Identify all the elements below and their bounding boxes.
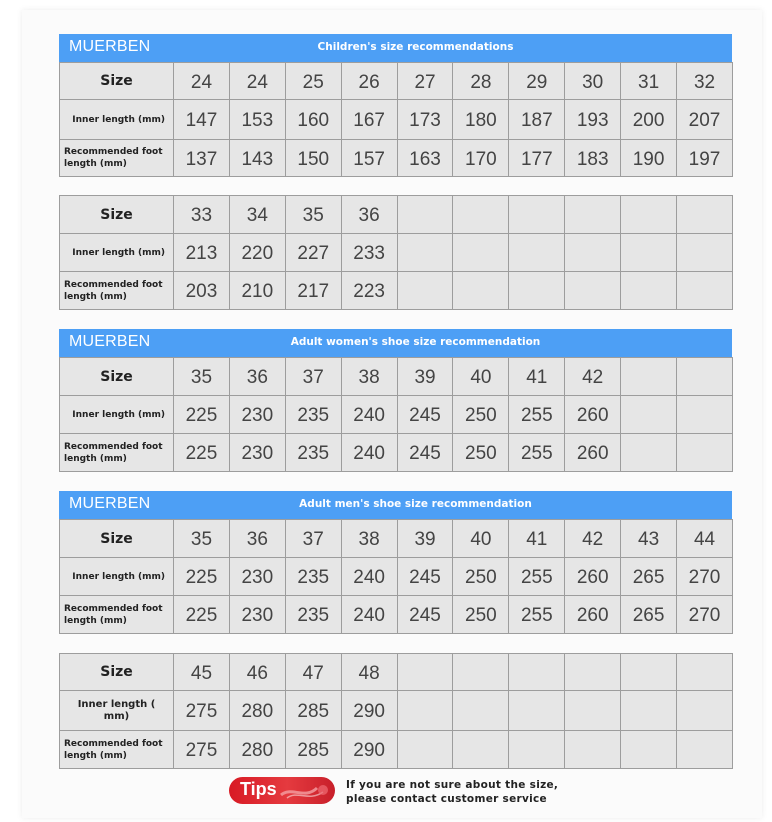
foot-length-label: Recommended foot length (mm) bbox=[60, 731, 174, 769]
size-value: 43 bbox=[621, 520, 677, 558]
foot-length-value: 250 bbox=[453, 434, 509, 472]
inner-length-value: 265 bbox=[621, 558, 677, 596]
foot-length-value: 235 bbox=[285, 596, 341, 634]
empty-cell bbox=[453, 654, 509, 691]
inner-length-value: 290 bbox=[341, 691, 397, 731]
foot-length-label: Recommended foot length (mm) bbox=[60, 434, 174, 472]
size-value: 36 bbox=[341, 196, 397, 234]
inner-length-value: 213 bbox=[174, 234, 230, 272]
size-row bbox=[60, 63, 733, 100]
size-value: 39 bbox=[397, 520, 453, 558]
empty-cell bbox=[565, 731, 621, 769]
foot-length-value: 217 bbox=[285, 272, 341, 310]
foot-length-value: 210 bbox=[229, 272, 285, 310]
empty-cell bbox=[677, 358, 733, 396]
size-value: 36 bbox=[229, 358, 285, 396]
foot-length-value: 203 bbox=[174, 272, 230, 310]
empty-cell bbox=[565, 272, 621, 310]
size-label: Size bbox=[60, 358, 174, 396]
empty-cell bbox=[397, 196, 453, 234]
foot-length-row bbox=[60, 272, 733, 310]
empty-cell bbox=[621, 731, 677, 769]
size-value: 35 bbox=[285, 196, 341, 234]
size-value: 45 bbox=[174, 654, 230, 691]
empty-cell bbox=[677, 731, 733, 769]
size-value: 34 bbox=[229, 196, 285, 234]
empty-cell bbox=[453, 691, 509, 731]
empty-cell bbox=[677, 691, 733, 731]
inner-length-value: 245 bbox=[397, 558, 453, 596]
size-label: Size bbox=[60, 196, 174, 234]
inner-length-value: 250 bbox=[453, 558, 509, 596]
foot-length-value: 290 bbox=[341, 731, 397, 769]
tips-message bbox=[346, 778, 558, 806]
empty-cell bbox=[397, 691, 453, 731]
empty-cell bbox=[621, 396, 677, 434]
empty-cell bbox=[677, 272, 733, 310]
inner-length-value: 285 bbox=[285, 691, 341, 731]
inner-length-value: 153 bbox=[229, 100, 285, 140]
empty-cell bbox=[621, 434, 677, 472]
foot-length-value: 245 bbox=[397, 596, 453, 634]
inner-length-value: 255 bbox=[509, 558, 565, 596]
inner-length-row bbox=[60, 691, 733, 731]
size-row bbox=[60, 358, 733, 396]
empty-cell bbox=[621, 691, 677, 731]
size-value: 40 bbox=[453, 358, 509, 396]
foot-length-value: 245 bbox=[397, 434, 453, 472]
inner-length-value: 167 bbox=[341, 100, 397, 140]
brand-logo: MUERBEN bbox=[69, 38, 151, 55]
size-value: 27 bbox=[397, 63, 453, 100]
size-value: 44 bbox=[677, 520, 733, 558]
foot-length-value: 190 bbox=[621, 140, 677, 177]
foot-length-value: 163 bbox=[397, 140, 453, 177]
inner-length-label: Inner length (mm) bbox=[60, 100, 174, 140]
size-value: 40 bbox=[453, 520, 509, 558]
inner-length-value: 240 bbox=[341, 558, 397, 596]
inner-length-value: 173 bbox=[397, 100, 453, 140]
inner-length-value: 193 bbox=[565, 100, 621, 140]
empty-cell bbox=[677, 654, 733, 691]
foot-length-value: 240 bbox=[341, 596, 397, 634]
tips-message-line2: please contact customer service bbox=[346, 793, 547, 805]
empty-cell bbox=[565, 654, 621, 691]
empty-cell bbox=[509, 272, 565, 310]
inner-length-value: 227 bbox=[285, 234, 341, 272]
foot-length-value: 143 bbox=[229, 140, 285, 177]
empty-cell bbox=[621, 196, 677, 234]
inner-length-value: 280 bbox=[229, 691, 285, 731]
empty-cell bbox=[677, 434, 733, 472]
foot-length-value: 230 bbox=[229, 596, 285, 634]
size-value: 39 bbox=[397, 358, 453, 396]
foot-length-value: 170 bbox=[453, 140, 509, 177]
size-value: 33 bbox=[174, 196, 230, 234]
inner-length-value: 200 bbox=[621, 100, 677, 140]
inner-length-value: 225 bbox=[174, 396, 230, 434]
foot-length-label: Recommended foot length (mm) bbox=[60, 596, 174, 634]
brand-logo: MUERBEN bbox=[69, 333, 151, 350]
foot-length-value: 197 bbox=[677, 140, 733, 177]
size-value: 46 bbox=[229, 654, 285, 691]
foot-length-row bbox=[60, 434, 733, 472]
size-value: 35 bbox=[174, 358, 230, 396]
foot-length-value: 183 bbox=[565, 140, 621, 177]
inner-length-value: 207 bbox=[677, 100, 733, 140]
empty-cell bbox=[621, 272, 677, 310]
empty-cell bbox=[453, 272, 509, 310]
inner-length-row bbox=[60, 396, 733, 434]
foot-length-value: 265 bbox=[621, 596, 677, 634]
men-size-table-1 bbox=[59, 519, 733, 634]
empty-cell bbox=[453, 234, 509, 272]
inner-length-value: 180 bbox=[453, 100, 509, 140]
inner-length-label: Inner length (mm) bbox=[60, 234, 174, 272]
empty-cell bbox=[453, 731, 509, 769]
size-value: 24 bbox=[229, 63, 285, 100]
inner-length-value: 230 bbox=[229, 558, 285, 596]
empty-cell bbox=[621, 654, 677, 691]
size-value: 24 bbox=[174, 63, 230, 100]
inner-length-value: 160 bbox=[285, 100, 341, 140]
size-label: Size bbox=[60, 63, 174, 100]
women-table-title: Adult women's shoe size recommendation bbox=[290, 336, 541, 348]
inner-length-value: 275 bbox=[174, 691, 230, 731]
size-value: 47 bbox=[285, 654, 341, 691]
inner-length-value: 187 bbox=[509, 100, 565, 140]
empty-cell bbox=[397, 731, 453, 769]
size-value: 30 bbox=[565, 63, 621, 100]
empty-cell bbox=[509, 691, 565, 731]
empty-cell bbox=[453, 196, 509, 234]
foot-length-value: 137 bbox=[174, 140, 230, 177]
foot-length-value: 250 bbox=[453, 596, 509, 634]
size-value: 37 bbox=[285, 520, 341, 558]
tips-message-line1: If you are not sure about the size, bbox=[346, 779, 559, 791]
inner-length-label: Inner length (mm) bbox=[60, 396, 174, 434]
size-value: 41 bbox=[509, 520, 565, 558]
size-label: Size bbox=[60, 520, 174, 558]
size-value: 41 bbox=[509, 358, 565, 396]
foot-length-value: 260 bbox=[565, 434, 621, 472]
size-value: 25 bbox=[285, 63, 341, 100]
empty-cell bbox=[397, 234, 453, 272]
inner-length-value: 230 bbox=[229, 396, 285, 434]
empty-cell bbox=[621, 234, 677, 272]
inner-length-row bbox=[60, 234, 733, 272]
foot-length-row bbox=[60, 140, 733, 177]
foot-length-row bbox=[60, 731, 733, 769]
women-size-table bbox=[59, 357, 733, 472]
tips-label: Tips bbox=[240, 779, 277, 799]
size-value: 26 bbox=[341, 63, 397, 100]
size-value: 36 bbox=[229, 520, 285, 558]
empty-cell bbox=[565, 196, 621, 234]
empty-cell bbox=[621, 358, 677, 396]
women-header bbox=[59, 329, 732, 357]
empty-cell bbox=[397, 654, 453, 691]
foot-length-value: 275 bbox=[174, 731, 230, 769]
foot-length-value: 285 bbox=[285, 731, 341, 769]
inner-length-value: 235 bbox=[285, 396, 341, 434]
empty-cell bbox=[677, 396, 733, 434]
empty-cell bbox=[509, 196, 565, 234]
inner-length-value: 260 bbox=[565, 396, 621, 434]
inner-length-value: 260 bbox=[565, 558, 621, 596]
inner-length-row bbox=[60, 558, 733, 596]
foot-length-value: 255 bbox=[509, 596, 565, 634]
inner-length-value: 255 bbox=[509, 396, 565, 434]
foot-length-value: 225 bbox=[174, 434, 230, 472]
inner-length-value: 250 bbox=[453, 396, 509, 434]
inner-length-row bbox=[60, 100, 733, 140]
empty-cell bbox=[565, 234, 621, 272]
inner-length-value: 240 bbox=[341, 396, 397, 434]
children-header bbox=[59, 34, 732, 62]
foot-length-row bbox=[60, 596, 733, 634]
children-size-table-1 bbox=[59, 62, 733, 177]
inner-length-value: 270 bbox=[677, 558, 733, 596]
size-value: 42 bbox=[565, 520, 621, 558]
size-value: 31 bbox=[621, 63, 677, 100]
foot-length-value: 255 bbox=[509, 434, 565, 472]
empty-cell bbox=[677, 196, 733, 234]
inner-length-label: Inner length (mm) bbox=[60, 558, 174, 596]
empty-cell bbox=[565, 691, 621, 731]
size-value: 37 bbox=[285, 358, 341, 396]
inner-length-value: 235 bbox=[285, 558, 341, 596]
size-label: Size bbox=[60, 654, 174, 691]
foot-length-value: 177 bbox=[509, 140, 565, 177]
foot-length-value: 270 bbox=[677, 596, 733, 634]
tips-badge bbox=[229, 777, 335, 804]
inner-length-value: 147 bbox=[174, 100, 230, 140]
men-header bbox=[59, 491, 732, 519]
children-table-title: Children's size recommendations bbox=[317, 41, 514, 53]
size-value: 42 bbox=[565, 358, 621, 396]
empty-cell bbox=[509, 654, 565, 691]
men-table-title: Adult men's shoe size recommendation bbox=[299, 498, 532, 510]
children-size-table-2 bbox=[59, 195, 733, 310]
size-value: 35 bbox=[174, 520, 230, 558]
inner-length-label: Inner length ( mm) bbox=[60, 691, 174, 731]
size-row bbox=[60, 654, 733, 691]
inner-length-value: 233 bbox=[341, 234, 397, 272]
foot-length-label: Recommended foot length (mm) bbox=[60, 140, 174, 177]
foot-length-value: 280 bbox=[229, 731, 285, 769]
inner-length-value: 220 bbox=[229, 234, 285, 272]
empty-cell bbox=[509, 731, 565, 769]
inner-length-value: 225 bbox=[174, 558, 230, 596]
foot-length-value: 240 bbox=[341, 434, 397, 472]
foot-length-value: 260 bbox=[565, 596, 621, 634]
size-row bbox=[60, 196, 733, 234]
foot-length-value: 235 bbox=[285, 434, 341, 472]
foot-length-value: 225 bbox=[174, 596, 230, 634]
empty-cell bbox=[397, 272, 453, 310]
foot-length-label: Recommended foot length (mm) bbox=[60, 272, 174, 310]
empty-cell bbox=[677, 234, 733, 272]
size-value: 29 bbox=[509, 63, 565, 100]
empty-cell bbox=[509, 234, 565, 272]
foot-length-value: 150 bbox=[285, 140, 341, 177]
men-size-table-2 bbox=[59, 653, 733, 769]
size-value: 28 bbox=[453, 63, 509, 100]
brush-stroke-icon bbox=[279, 780, 331, 802]
size-value: 38 bbox=[341, 358, 397, 396]
inner-length-value: 245 bbox=[397, 396, 453, 434]
size-row bbox=[60, 520, 733, 558]
foot-length-value: 230 bbox=[229, 434, 285, 472]
foot-length-value: 223 bbox=[341, 272, 397, 310]
size-value: 38 bbox=[341, 520, 397, 558]
size-value: 32 bbox=[677, 63, 733, 100]
brand-logo: MUERBEN bbox=[69, 495, 151, 512]
foot-length-value: 157 bbox=[341, 140, 397, 177]
size-value: 48 bbox=[341, 654, 397, 691]
